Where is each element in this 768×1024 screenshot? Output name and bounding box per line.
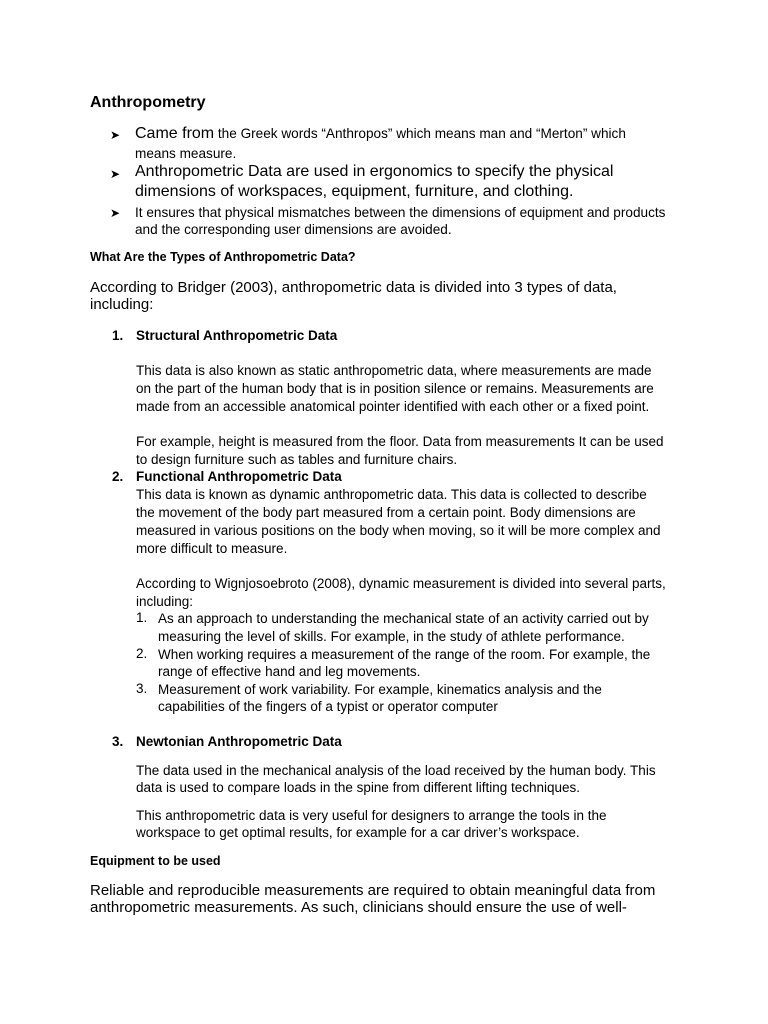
section-heading: Equipment to be used [90, 854, 221, 868]
bullet-text: dimensions of workspaces, equipment, furniture, and clothing. [135, 183, 574, 200]
paragraph-line: workspace to get optimal results, for example for a car driver’s workspace. [136, 825, 580, 840]
bullet-text: the Greek words “Anthropos” which means man and “Merton” which [214, 126, 626, 141]
type-title: Structural Anthropometric Data [136, 328, 338, 343]
sub-list-number: 1. [136, 610, 148, 625]
list-number: 2. [112, 469, 124, 484]
intro-text: including: [90, 296, 154, 313]
equipment-text: anthropometric measurements. As such, clinicians should ensure the use of well- [90, 899, 627, 916]
bullet-text: It ensures that physical mismatches between the dimensions of equipment and products [135, 205, 666, 220]
sub-list-text: range of effective hand and leg movements. [158, 664, 421, 679]
paragraph-line: According to Wignjosoebroto (2008), dynamic measurement is divided into several parts, [136, 576, 666, 591]
paragraph-line: on the part of the human body that is in position silence or remains. Measurements are [136, 381, 654, 396]
type-title: Functional Anthropometric Data [136, 469, 342, 484]
arrow-bullet-icon: ➤ [110, 128, 121, 142]
paragraph-line: This anthropometric data is very useful for designers to arrange the tools in the [136, 808, 607, 823]
paragraph-line: measured in various positions on the body when moving, so it will be more complex and [136, 523, 661, 538]
paragraph-line: including: [136, 594, 194, 609]
paragraph-line: to design furniture such as tables and furniture chairs. [136, 452, 458, 467]
paragraph-line: This data is known as dynamic anthropometric data. This data is collected to describe [136, 487, 647, 502]
paragraph-line: made from an accessible anatomical pointer identified with each other or a fixed point. [136, 399, 650, 414]
sub-list-text: capabilities of the fingers of a typist or operator computer [158, 699, 498, 714]
sub-list-text: Measurement of work variability. For example, kinematics analysis and the [158, 682, 602, 697]
paragraph-line: more difficult to measure. [136, 541, 288, 556]
bullet-text: Anthropometric Data are used in ergonomics to specify the physical [135, 163, 614, 180]
sub-list-number: 3. [136, 681, 148, 696]
page-title: Anthropometry [90, 94, 206, 111]
sub-list-text: measuring the level of skills. For example, in the study of athlete performance. [158, 629, 625, 644]
bullet-text: and the corresponding user dimensions are avoided. [135, 222, 452, 237]
arrow-bullet-icon: ➤ [110, 167, 121, 181]
list-number: 3. [112, 734, 124, 749]
bullet-lead: Came from [135, 125, 215, 142]
sub-list-text: As an approach to understanding the mechanical state of an activity carried out by [158, 611, 649, 626]
paragraph-line: For example, height is measured from the floor. Data from measurements It can be used [136, 434, 664, 449]
intro-text: According to Bridger (2003), anthropometric data is divided into 3 types of data, [90, 279, 617, 296]
bullet-text: means measure. [135, 146, 237, 161]
sub-list-text: When working requires a measurement of the range of the room. For example, the [158, 647, 651, 662]
paragraph-line: The data used in the mechanical analysis of the load received by the human body. This [136, 763, 656, 778]
paragraph-line: the movement of the body part measured from a certain point. Body dimensions are [136, 505, 636, 520]
equipment-text: Reliable and reproducible measurements are required to obtain meaningful data from [90, 882, 656, 899]
type-title: Newtonian Anthropometric Data [136, 734, 342, 749]
arrow-bullet-icon: ➤ [110, 206, 121, 220]
section-heading: What Are the Types of Anthropometric Data? [90, 250, 356, 264]
sub-list-number: 2. [136, 646, 148, 661]
list-number: 1. [112, 328, 124, 343]
paragraph-line: data is used to compare loads in the spine from different lifting techniques. [136, 780, 581, 795]
paragraph-line: This data is also known as static anthropometric data, where measurements are made [136, 363, 652, 378]
